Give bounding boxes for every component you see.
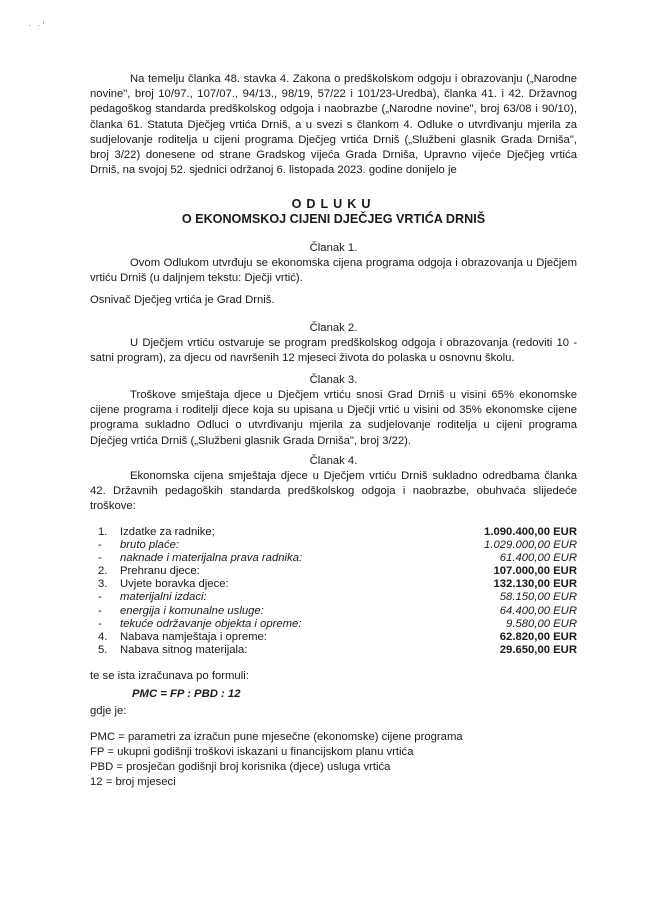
intro-paragraph: Na temelju članka 48. stavka 4. Zakona o predškolskom odgoju i obrazovanju („Narodne novine", broj 10/97., 107/07., 94/13., 98/19, 57/22 i 101/23-Uredba), članka 41. i 42. Državnog pedagoškog standarda predškolskog odgoja i naobrazbe („Narodne novine", broj 63/08 i 90/10), članka 61. Statuta Dječjeg vrtića Drniš, a u svezi s člankom 4. Odluke o utvrđivanju mjerila za sudjelovanje roditelja u cijeni programa Dječjeg vrtića Drniš („Službeni glasnik Grada Drniša", broj 3/22) donesene od strane Gradskog vijeća Grada Drniša, Upravno vijeće Dječjeg vrtića Drniš, na svojoj 52. sjednici održanoj 6. listopada 2023. godine donijelo je xyxy=(90,73,577,177)
cost-row xyxy=(90,591,577,604)
decision-subtitle: O EKONOMSKOJ CIJENI DJEČJEG VRTIĆA DRNIŠ xyxy=(181,212,486,226)
cost-row xyxy=(90,605,577,618)
cost-amount: 1.029.000,00 EUR xyxy=(484,539,577,552)
cost-row xyxy=(90,618,577,631)
article-1-founder: Osnivač Dječjeg vrtića je Grad Drniš. xyxy=(90,294,275,306)
article-4-heading: Članak 4. xyxy=(309,455,358,467)
cost-amount: 62.820,00 EUR xyxy=(499,630,577,643)
cost-amount: 9.580,00 EUR xyxy=(506,617,577,630)
cost-row xyxy=(90,539,577,552)
definition-item: PBD = prosječan godišnji broj korisnika (djece) usluga vrtića xyxy=(90,761,391,773)
definition-item: 12 = broj mjeseci xyxy=(90,776,176,788)
definition-item: FP = ukupni godišnji troškovi iskazani u financijskom planu vrtića xyxy=(90,746,414,758)
cost-row xyxy=(90,552,577,565)
scan-specks: · ·' xyxy=(28,20,47,30)
cost-marker: - xyxy=(98,539,102,552)
cost-label: Izdatke za radnike; xyxy=(120,526,215,538)
cost-label: materijalni izdaci: xyxy=(120,591,207,604)
article-2-paragraph: U Dječjem vrtiću ostvaruje se program predškolskog odgoja i obrazovanja (redoviti 10 - satni program), za djecu od navršenih 12 mjeseci života do polaska u osnovnu školu. xyxy=(90,337,577,365)
article-3-paragraph: Troškove smještaja djece u Dječjem vrtiću snosi Grad Drniš u visini 65% ekonomske cijene programa i roditelji djece koja su upisana u Dječji vrtić u visini od 35% ekonomske cijene programa sukladno Odluci o utvrđivanju mjerila za sudjelovanje roditelja u cijeni programa Dječjeg vrtića Drniš („Službeni glasnik Grada Drniša", broj 3/22). xyxy=(90,389,577,447)
cost-label: naknade i materijalna prava radnika: xyxy=(120,552,303,565)
cost-row xyxy=(90,631,577,644)
cost-label: energija i komunalne usluge: xyxy=(120,604,264,617)
formula-intro: te se ista izračunava po formuli: xyxy=(90,670,249,682)
cost-list xyxy=(90,526,577,657)
article-3-heading: Članak 3. xyxy=(309,374,358,386)
cost-label: bruto plaće: xyxy=(120,539,180,552)
cost-amount: 107.000,00 EUR xyxy=(493,565,577,578)
decision-title: ODLUKU xyxy=(291,197,376,211)
cost-label: Uvjete boravka djece: xyxy=(120,578,229,591)
cost-label: Nabava sitnog materijala: xyxy=(120,643,248,656)
cost-marker: - xyxy=(98,604,102,617)
cost-row xyxy=(90,526,577,539)
cost-marker: - xyxy=(98,591,102,604)
cost-row xyxy=(90,578,577,591)
definition-item: PMC = parametri za izračun pune mjesečne (ekonomske) cijene programa xyxy=(90,731,463,743)
cost-amount: 132.130,00 EUR xyxy=(493,578,577,591)
cost-label: Prehranu djece: xyxy=(120,565,200,578)
cost-marker: 5. xyxy=(98,643,108,656)
cost-marker: 2. xyxy=(98,565,108,578)
cost-amount: 1.090.400,00 EUR xyxy=(484,526,577,538)
article-1-heading: Članak 1. xyxy=(309,242,358,254)
cost-amount: 29.650,00 EUR xyxy=(499,643,577,656)
cost-amount: 58.150,00 EUR xyxy=(499,591,577,604)
cost-row xyxy=(90,565,577,578)
article-1-paragraph: Ovom Odlukom utvrđuju se ekonomska cijena programa odgoja i obrazovanja u Dječjem vrtiću Drniš (u daljnjem tekstu: Dječji vrtić). xyxy=(90,257,577,285)
cost-label: tekuće održavanje objekta i opreme: xyxy=(120,617,302,630)
cost-marker: 4. xyxy=(98,630,108,643)
cost-label: Nabava namještaja i opreme: xyxy=(120,630,267,643)
cost-marker: - xyxy=(98,617,102,630)
cost-marker: - xyxy=(98,552,102,565)
formula-where: gdje je: xyxy=(90,705,127,717)
cost-amount: 64.400,00 EUR xyxy=(499,604,577,617)
cost-marker: 1. xyxy=(98,526,108,538)
cost-amount: 61.400,00 EUR xyxy=(499,552,577,565)
article-4-paragraph: Ekonomska cijena smještaja djece u Dječjem vrtiću Drniš sukladno odredbama članka 42. Državnih pedagoških standarda predškolskog odgoja i naobrazbe, obuhvaća slijedeće troškove: xyxy=(90,470,577,513)
cost-marker: 3. xyxy=(98,578,108,591)
cost-row xyxy=(90,644,577,657)
article-2-heading: Članak 2. xyxy=(309,322,358,334)
formula: PMC = FP : PBD : 12 xyxy=(132,688,241,700)
